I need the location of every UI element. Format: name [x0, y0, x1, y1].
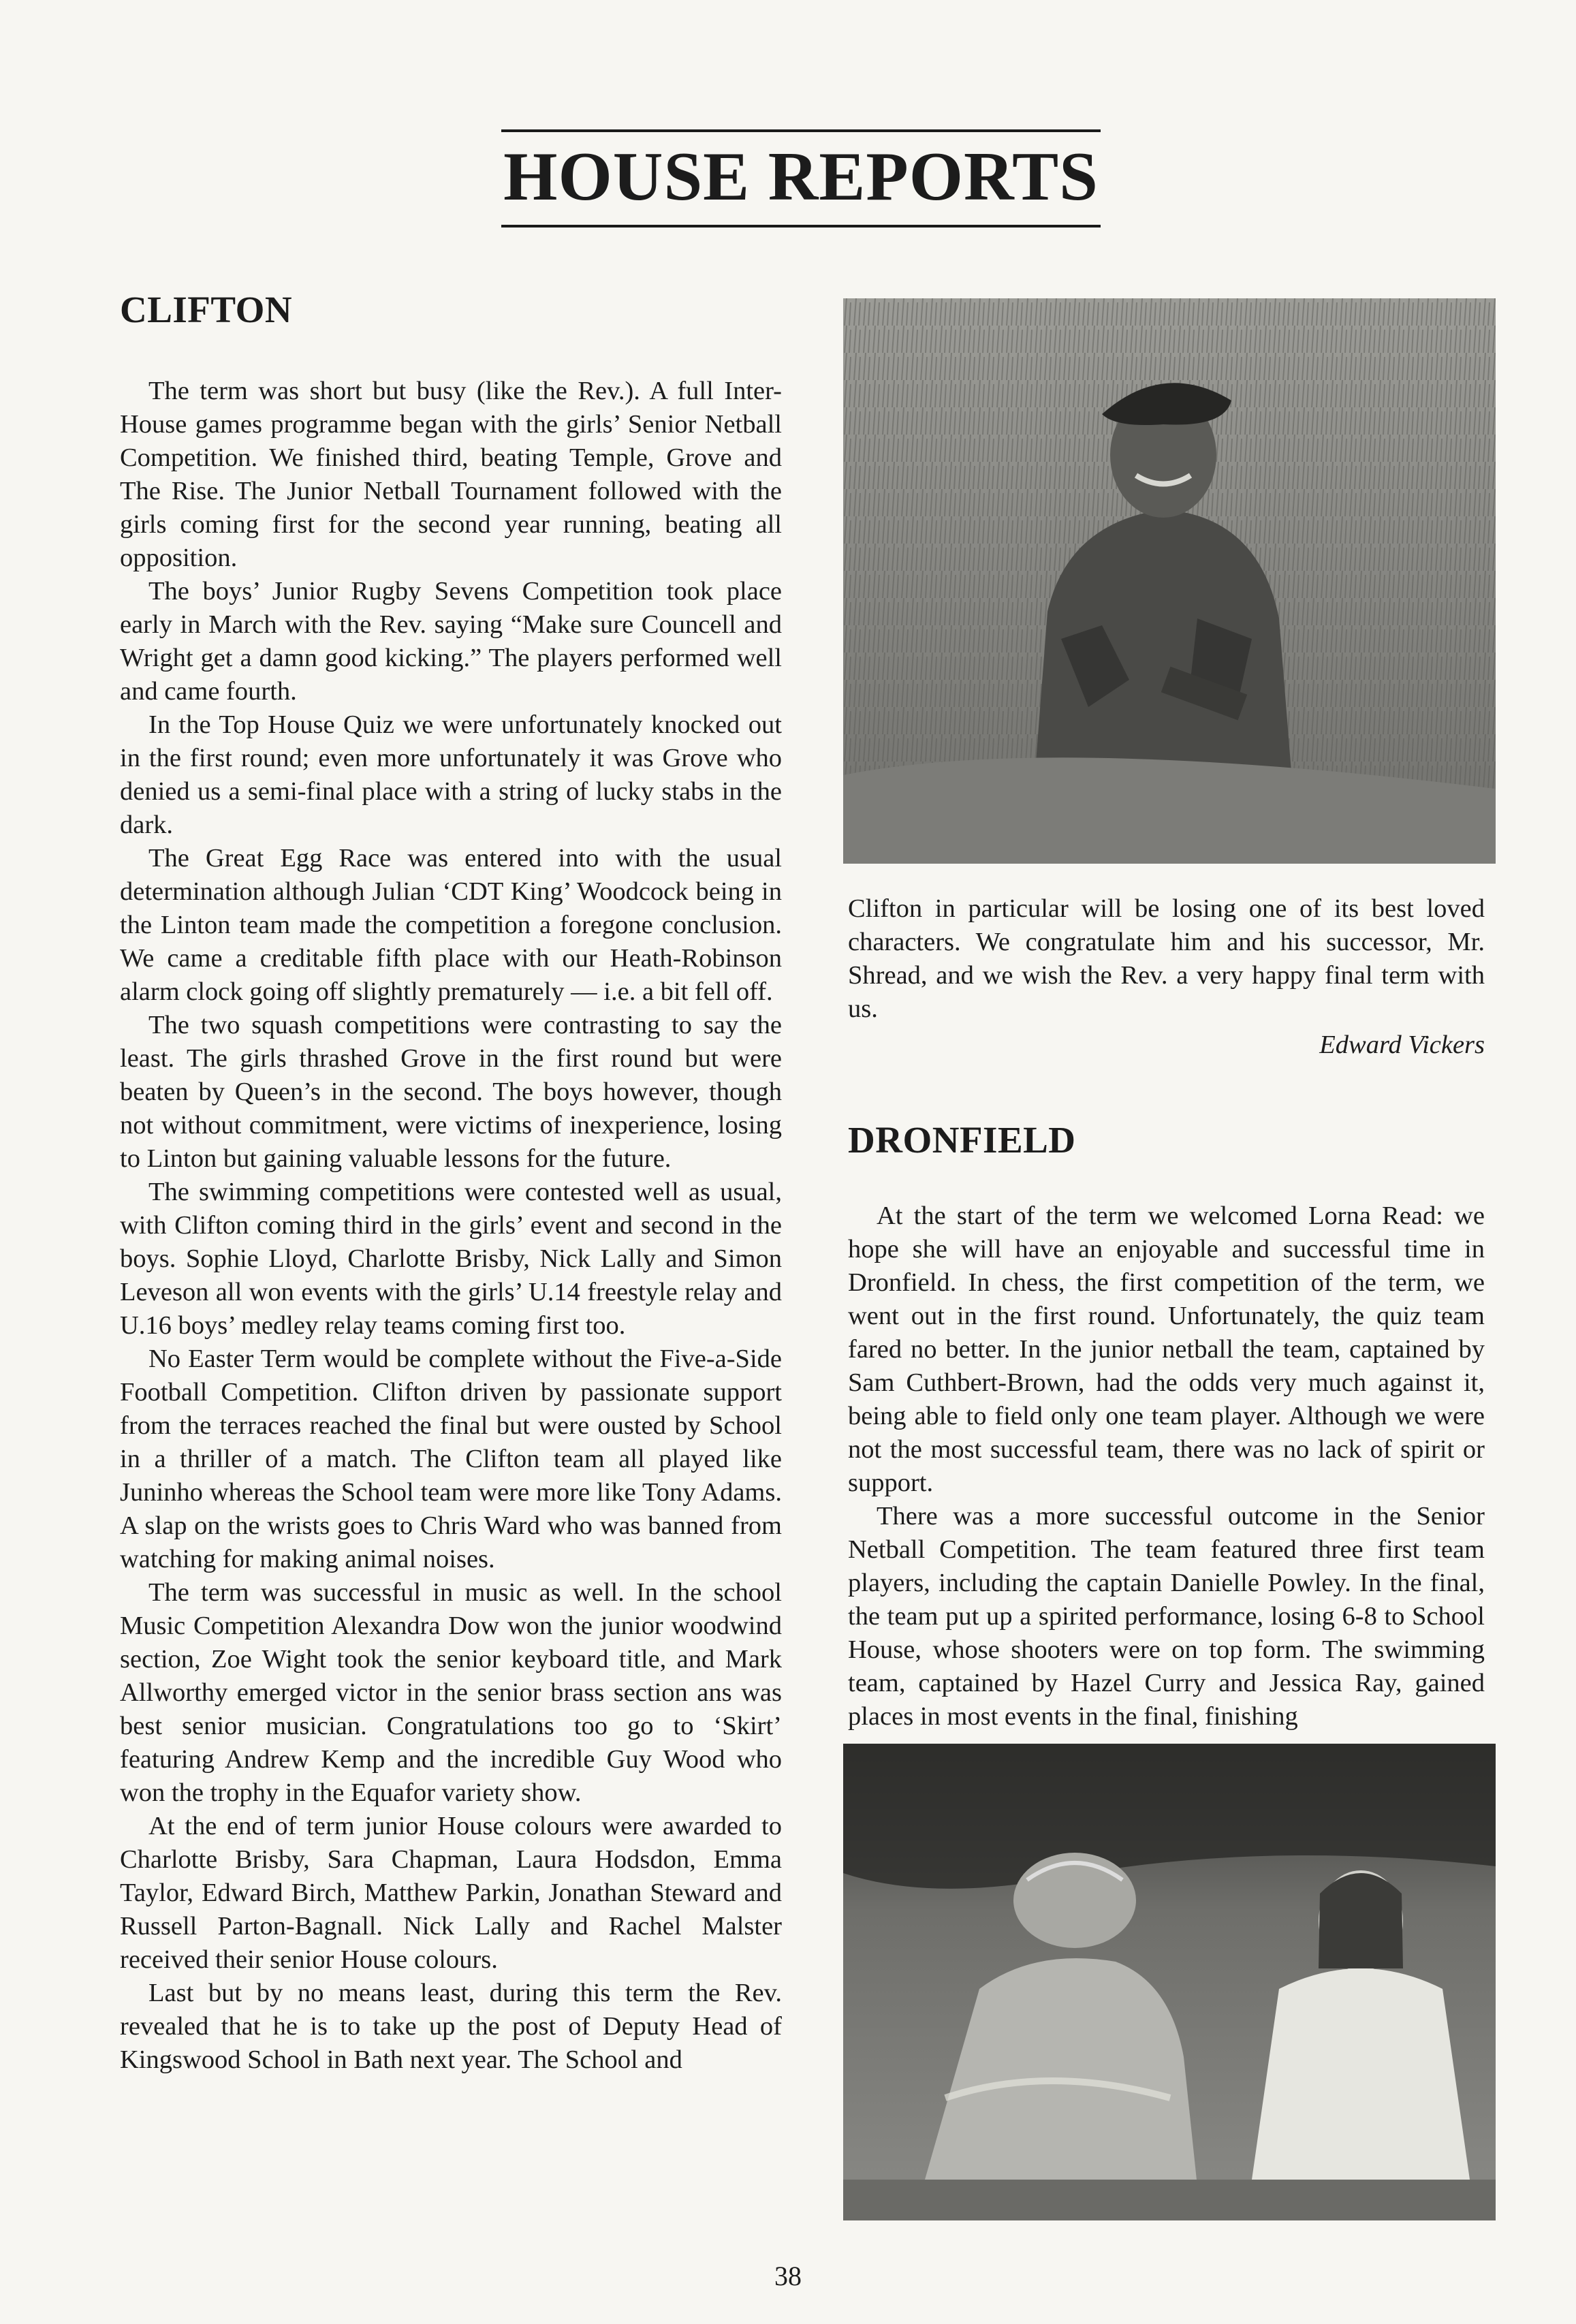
egg-race-photo-image — [843, 1744, 1496, 2220]
clifton-heading: CLIFTON — [120, 289, 293, 330]
dronfield-paragraph: At the start of the term we welcomed Lorna Read: we hope she will have an enjoyable and successful time in Dronfield. In chess, the first competition of the term, we went out in the first round. Unfortunately, the quiz team fared no better. In the junior netball the team, captained by Sam Cuthbert-Brown, had the odds very much against it, being able to field only one team player. Although we were not the most successful team, there was no lack of spirit or support. — [848, 1202, 1485, 1497]
dronfield-paragraph: There was a more successful outcome in the Senior Netball Competition. The team featured three first team players, including the captain Danielle Powley. In the final, the team put up a spirited performance, losing 6-8 to School House, whose shooters were on top form. The swimming team, captained by Hazel Curry and Jessica Ray, gained places in most events in the final, finishing — [848, 1502, 1485, 1731]
clifton-paragraph: The swimming competitions were contested well as usual, with Clifton coming third in the girls’ event and second in the boys. Sophie Lloyd, Charlotte Brisby, Nick Lally and Simon Leveson all won events with the girls’ U.14 freestyle relay and U.16 boys’ medley relay teams coming first too. — [120, 1178, 782, 1340]
clifton-signature: Edward Vickers — [1319, 1031, 1485, 1059]
title-bottom-rule — [501, 225, 1101, 227]
clifton-paragraph: No Easter Term would be complete without the Five-a-Side Football Competition. Clifton driven by passionate support from the terraces reached the final but were ousted by School in a thriller of a match. The Clifton team all played like Juninho whereas the School team were more like Tony Adams. A slap on the wrists goes to Chris Ward who was banned from watching for making animal noises. — [120, 1345, 782, 1573]
clifton-paragraph: Last but by no means least, during this term the Rev. revealed that he is to take up the post of Deputy Head of Kingswood School in Bath next year. The School and — [120, 1979, 782, 2074]
clifton-report — [120, 286, 782, 2077]
clifton-paragraph: The boys’ Junior Rugby Sevens Competition took place early in March with the Rev. saying “Make sure Councell and Wright get a damn good kicking.” The players performed well and came fourth. — [120, 577, 782, 706]
clifton-paragraph: The Great Egg Race was entered into with the usual determination although Julian ‘CDT King’ Woodcock being in the Linton team made the competition a foregone conclusion. We came a creditable fifth place with our Heath-Robinson alarm clock going off slightly prematurely — i.e. a bit fell off. — [120, 844, 782, 1006]
egg-race-photo — [843, 1744, 1496, 2220]
clifton-paragraph: The term was short but busy (like the Rev.). A full Inter-House games programme began with the girls’ Senior Netball Competition. We finished third, beating Temple, Grove and The Rise. The Junior Netball Tournament followed with the girls coming first for the second year running, beating all opposition. — [120, 377, 782, 572]
title-block — [501, 129, 1101, 227]
page-title: HOUSE REPORTS — [503, 138, 1099, 215]
clifton-continuation: Clifton in particular will be losing one of its best loved characters. We congratulate him and his successor, Mr. Shread, and we wish the Rev. a very happy final term with us. — [848, 894, 1485, 1023]
cadet-photo-image — [843, 298, 1496, 864]
clifton-paragraph: The two squash competitions were contrasting to say the least. The girls thrashed Grove in the first round but were beaten by Queen’s in the second. The boys however, though not without commitment, were victims of inexperience, losing to Linton but gaining valuable lessons for the future. — [120, 1011, 782, 1173]
clifton-paragraph: The term was successful in music as well. In the school Music Competition Alexandra Dow won the junior woodwind section, Zoe Wight took the senior keyboard title, and Mark Allworthy emerged victor in the senior brass section ans was best senior musician. Congratulations too go to ‘Skirt’ featuring Andrew Kemp and the incredible Guy Wood who won the trophy in the Equafor variety show. — [120, 1578, 782, 1807]
cadet-photo — [843, 298, 1496, 864]
clifton-paragraph: In the Top House Quiz we were unfortunately knocked out in the first round; even more unfortunately it was Grove who denied us a semi-final place with a string of lucky stabs in the dark. — [120, 710, 782, 839]
dronfield-heading: DRONFIELD — [848, 1119, 1076, 1161]
clifton-paragraph: At the end of term junior House colours were awarded to Charlotte Brisby, Sara Chapman, Laura Hodsdon, Emma Taylor, Edward Birch, Matthew Parkin, Jonathan Steward and Russell Parton-Bagnall. Nick Lally and Rachel Malster received their senior House colours. — [120, 1812, 782, 1974]
page-number: 38 — [774, 2261, 802, 2291]
right-column — [848, 892, 1485, 1733]
title-top-rule — [501, 129, 1101, 132]
